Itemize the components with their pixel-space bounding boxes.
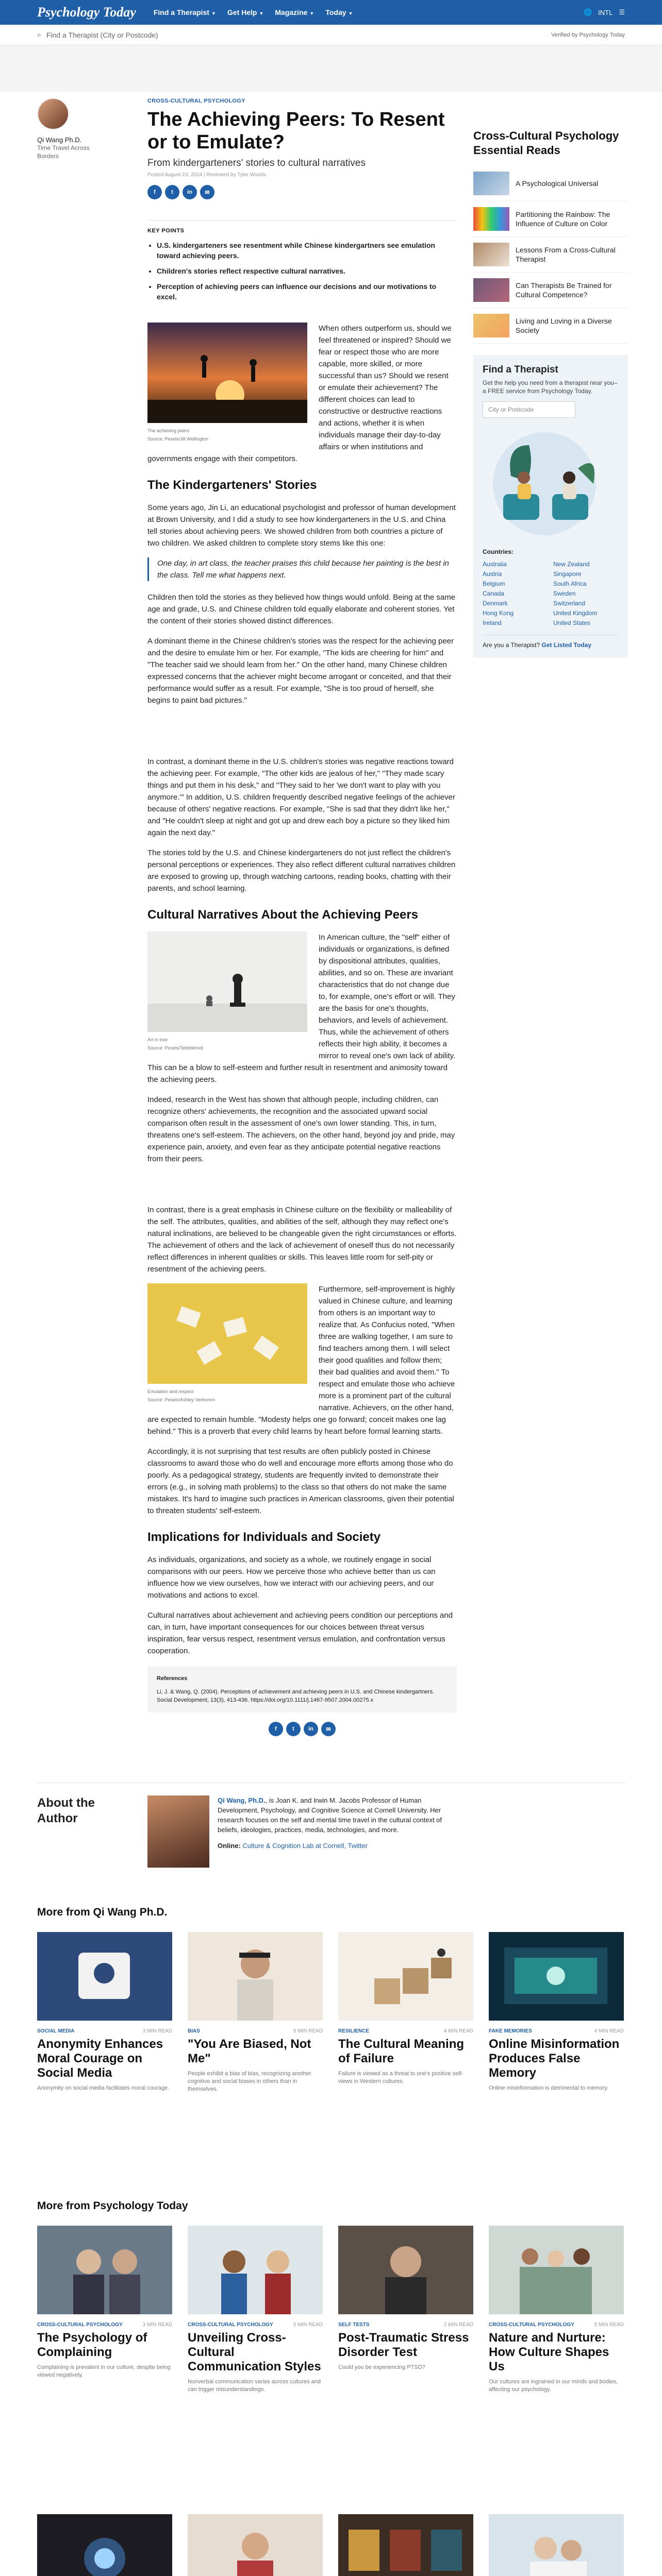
paragraph: Furthermore, self-improvement is highly valued in Chinese culture, and learning from others is an important way to realize that. As Confucius noted, "When three are walking together, I am sure to find teachers among them. I will select their good qualities and follow them; their bad qualities and avoid them." To respect and emulate those who achieve more is a prominent part of the cultural narrative. Achievers, on the other hand, are expected to remain humble. "Modesty helps one go forward; conceit makes one lag behind." This is a proverb that every child learns by heart before formal learning starts. <box>147 1285 455 1436</box>
get-listed-link[interactable]: Get Listed Today <box>541 641 591 649</box>
facebook-icon[interactable]: f <box>147 185 162 199</box>
paragraph: Cultural narratives about achievement and achieving peers condition our perceptions and can, in turn, have important consequences for our choices between threat versus inspiration, fear versus respect, resentment versus emulation, and confrontation versus cooperation. <box>147 1611 453 1655</box>
more-from-author-heading: More from Qi Wang Ph.D. <box>37 1906 168 1918</box>
paragraph: In contrast, a dominant theme in the U.S. children's stories was negative reactions toward the achieving peer. For example, "The other kids are jealous of her," "They made scary things and put them in his desk," and "They said to her 'we don't want to play with you anymore.'" In addition, U.S. children frequently described negative feelings of the achiever because of others' negative reactions. For example, "She is sad that they didn't like her," and "He couldn't sleep at night and got up and drew each boy a picture so they liked him again the next day." <box>147 757 455 837</box>
countries-list <box>483 561 619 626</box>
article-subtitle: From kindergarteners' stories to cultural narratives <box>147 158 366 168</box>
story-stem-quote: One day, in art class, the teacher praises this child because her painting is the best in the class. Tell me what happens next. <box>147 557 457 581</box>
card-image <box>188 1932 323 2021</box>
card-image <box>489 1932 624 2021</box>
figure-caption: Emulation and respect <box>147 1389 194 1394</box>
section-heading: Implications for Individuals and Society <box>147 1530 381 1544</box>
card-image <box>489 2226 624 2314</box>
country-link[interactable]: Ireland <box>483 619 502 626</box>
find-therapist-widget <box>473 355 628 658</box>
card-title: Unveiling Cross-Cultural Communication Styles <box>188 2331 321 2374</box>
finder-description: Get the help you need from a therapist near you–a FREE service from Psychology Today. <box>483 379 618 395</box>
country-link[interactable]: Singapore <box>553 570 582 578</box>
thumbnail <box>473 243 509 266</box>
article-card[interactable] <box>37 2514 172 2576</box>
page-title: The Achieving Peers: To Resent or to Emulate? <box>147 109 445 153</box>
site-logo[interactable]: Psychology Today <box>37 5 136 20</box>
card-title: The Psychology of Complaining <box>37 2331 147 2359</box>
figure-source: Source: Pexels/Ashley Verbonnn <box>147 1397 216 1402</box>
thumbnail <box>473 207 509 231</box>
countries-label: Countries: <box>483 548 514 555</box>
share-buttons <box>147 185 457 199</box>
essential-reads-heading: Cross-Cultural Psychology Essential Reads <box>473 129 619 157</box>
paragraph: As individuals, organizations, and society as a whole, we routinely engage in social comparisons with our peers. How we perceive those who achieve better than us can influence how we view ourselves, how we interact with our achieving peers, and our motivations and actions to excel. <box>147 1555 436 1600</box>
paragraph: Indeed, research in the West has shown that although people, including children, can recognize others' achievements, the recognition and the associated upward social comparison often result in the assessment of one's own lower standing. This, in turn, threatens one's self-esteem. The achievers, on the other hand, beyond joy and pride, may experience pain, anxiety, and even fear as they anticipate potential negative reactions from their peers. <box>147 1095 455 1163</box>
ad-banner <box>0 45 662 92</box>
card-image <box>188 2226 323 2314</box>
city-postcode-input[interactable]: City or Postcode <box>483 401 575 418</box>
essential-reads-list <box>473 166 628 344</box>
therapist-search-input[interactable]: ⌕ Find a Therapist (City or Postcode) <box>37 30 158 39</box>
article-card[interactable]: CROSS-CULTURAL PSYCHOLOGY 5 MIN READ Nature and Nurture: How Culture Shapes Us Our cultures are ingrained in our minds and bodies, affecting our psychology. <box>489 2226 624 2394</box>
globe-icon[interactable]: 🌐 <box>583 8 592 16</box>
card-image <box>188 2514 323 2576</box>
references-label: References <box>157 1675 188 1682</box>
figure-caption: The achieving peers <box>147 428 190 433</box>
card-title: Anonymity Enhances Moral Courage on Social Media <box>37 2037 163 2080</box>
figure-source: Source: Pexels/Jill Wellington <box>147 436 208 442</box>
key-points <box>147 220 457 302</box>
nav-find-therapist[interactable]: Find a Therapist ▼ <box>153 8 216 16</box>
avatar[interactable] <box>37 98 69 130</box>
section-heading: The Kindergarteners' Stories <box>147 478 317 492</box>
card-title: Online Misinformation Produces False Memory <box>489 2037 620 2080</box>
card-image <box>37 1932 172 2021</box>
about-heading: About the Author <box>37 1796 95 1825</box>
card-image <box>338 2514 473 2576</box>
country-link[interactable]: United States <box>553 619 591 626</box>
region-selector[interactable]: INTL <box>598 8 613 16</box>
author-online-links[interactable]: Culture & Cognition Lab at Cornell, Twitter <box>242 1842 368 1850</box>
paragraph: When others outperform us, should we feel threatened or inspired? Should we fear or respect those who are more capable, more skilled, or more successful than us? Should we resent or emulate their achievement? The different choices can lead to constructive or destructive reactions and actions, whether it is when individuals manage their day-to-day affairs or when institutions and governments engage with their competitors. <box>147 324 452 463</box>
article-card[interactable]: FAKE MEMORIES 4 MIN READ Online Misinformation Produces False Memory Online misinformation is detrimental to memory. <box>489 1932 624 2093</box>
chevron-down-icon: ▼ <box>211 11 216 16</box>
card-image <box>338 2226 473 2314</box>
paragraph: Some years ago, Jin Li, an educational psychologist and professor of human development at Brown University, and I did a study to see how kindergarteners in the U.S. and China tell stories about achieving peers. We showed children from both countries a picture of two children. We asked children to complete story stems like this one: <box>147 503 456 548</box>
thumbnail <box>473 278 509 302</box>
author-name[interactable]: Qi Wang Ph.D. <box>37 136 82 144</box>
facebook-icon[interactable]: f <box>269 1722 283 1736</box>
reference-item[interactable]: Li, J. & Wang, Q. (2004). Perceptions of achievement and achieving peers in U.S. and Chinese kindergartners. Social Development, 13(3), 413-436. https://doi.org/10.1111/j.1467-9507.2004.00275.x <box>157 1689 435 1703</box>
card-image <box>37 2226 172 2314</box>
card-description: Complaining is prevalent in our culture, despite being viewed negatively. <box>37 2364 171 2378</box>
therapist-search-bar <box>0 25 662 45</box>
puzzle-pieces-image <box>147 1283 307 1384</box>
country-link[interactable]: Denmark <box>483 600 508 607</box>
more-from-pt-heading: More from Psychology Today <box>37 2200 188 2212</box>
essential-read-item[interactable]: Living and Loving in a Diverse Society <box>473 308 628 344</box>
email-icon[interactable]: ✉ <box>321 1722 336 1736</box>
paragraph: A dominant theme in the Chinese children's stories was the respect for the achieving peer and the desire to emulate him or her. For example, "The kids are cheering for him" and "The teacher said we should learn from her." On the other hand, many Chinese children expressed concerns that the achiever might become arrogant or conceited, and that their performance would suffer as a result. For example, "She is too proud of herself, she begins to paint bad pictures." <box>147 637 454 705</box>
more-from-pt-cards-row1 <box>37 2226 625 2394</box>
card-description: Could you be experiencing PTSD? <box>338 2364 425 2370</box>
chevron-down-icon: ▼ <box>309 11 315 16</box>
figure-caption: Art in tree <box>147 1037 168 1042</box>
essential-read-item[interactable]: Can Therapists Be Trained for Cultural Competence? <box>473 273 628 308</box>
nav-get-help[interactable]: Get Help ▼ <box>227 8 264 16</box>
article-card[interactable]: BIAS 5 MIN READ "You Are Biased, Not Me" People exhibit a bias of bias, recognizing another cognitive and social biases in others than in themselves. <box>188 1932 323 2093</box>
card-title: Nature and Nurture: How Culture Shapes Us <box>489 2331 609 2374</box>
paragraph: In contrast, there is a great emphasis in Chinese culture on the flexibility or malleability of the self. The attributes, qualities, and abilities of the self, although they may reflect one's natural inclinations, are believed to be changeable given the right circumstances or efforts. The achievement of others and the lack of achievement of oneself thus do not necessarily reflect differences in inherent qualities or skills. This leaves little room for self-pity or resentment of the achieving peers. <box>147 1206 457 1274</box>
therapist-cta: Are you a Therapist? Get Listed Today <box>483 635 619 649</box>
essential-read-item[interactable]: Partitioning the Rainbow: The Influence of Culture on Color <box>473 201 628 237</box>
article <box>147 92 457 1736</box>
paragraph: The stories told by the U.S. and Chinese kindergarteners do not just reflect the children's personal perceptions or experiences. They also reflect different cultural narratives children are exposed to growing up, through watching cartoons, reading books, chatting with their parents, and school learning. <box>147 849 456 893</box>
article-body <box>147 323 457 1736</box>
card-description: Nonverbal communication varies across cultures and can trigger misunderstandings. <box>188 2379 321 2393</box>
section-heading: Cultural Narratives About the Achieving Peers <box>147 908 419 922</box>
chevron-down-icon: ▼ <box>259 11 264 16</box>
country-link[interactable]: Australia <box>483 561 507 568</box>
card-title: The Cultural Meaning of Failure <box>338 2037 465 2065</box>
paragraph: Children then told the stories as they believed how things would unfold. Being at the same age and grade, U.S. and Chinese children told equally elaborate and coherent stories. Yet the content of their stories showed distinct differences. <box>147 593 456 625</box>
card-description: Failure is viewed as a threat to one's positive self-views in Western cultures. <box>338 2071 464 2084</box>
figure-art-in-tree <box>147 931 307 1051</box>
card-description: Anonymity on social media facilitates moral courage. <box>37 2085 170 2091</box>
country-link[interactable]: Switzerland <box>553 600 586 607</box>
article-meta: Posted August 23, 2024 | Reviewed by Tyler Woods <box>147 172 266 178</box>
linkedin-icon[interactable]: in <box>304 1722 318 1736</box>
thumbnail <box>473 314 509 337</box>
sunset-jump-image <box>147 323 307 423</box>
nav-magazine[interactable]: Magazine ▼ <box>275 8 315 16</box>
article-card[interactable] <box>489 2514 624 2576</box>
author-column-name[interactable]: Time Travel Across Borders <box>37 144 90 160</box>
chess-pieces-image <box>147 931 307 1032</box>
country-link[interactable]: Hong Kong <box>483 609 514 617</box>
main-nav <box>154 8 353 16</box>
paragraph: In American culture, the "self" either of individuals or organizations, is defined by dispositional attributes, qualities, abilities, and so on. These are invariant characteristics that do not change due to, for example, one's effort or will. They are the basis for one's thoughts, behaviors, and levels of achievement. Thus, while the achievement of others reflects their high ability, it becomes a mirror to reveal one's own lack of ability. This can be a blow to self-esteem and further result in resentment and animosity toward the achieving peers. <box>147 933 456 1084</box>
article-card[interactable]: SOCIAL MEDIA 3 MIN READ Anonymity Enhances Moral Courage on Social Media Anonymity on social media facilitates moral courage. <box>37 1932 172 2093</box>
thumbnail <box>473 172 509 195</box>
author-bio: Qi Wang, Ph.D., is Joan K. and Irwin M. Jacobs Professor of Human Development, Psychology, and Cognitive Science at Cornell University. Her research focuses on the self and mental time travel in the cultural context of beliefs, ideologies, practices, media, technologies, and more. Online: Culture & Cognition Lab at Cornell, Twitter <box>218 1797 442 1850</box>
essential-read-item[interactable]: Lessons From a Cross-Cultural Therapist <box>473 237 628 273</box>
figure-source: Source: Pexels/Tebibikhodi <box>147 1045 204 1050</box>
essential-read-item[interactable]: A Psychological Universal <box>473 166 628 201</box>
card-description: Online misinformation is detrimental to memory. <box>489 2085 609 2091</box>
author-name-link[interactable]: Qi Wang, Ph.D. <box>218 1797 266 1804</box>
key-point: • Children's stories reflect respective cultural narratives. <box>157 266 457 276</box>
sidebar <box>473 129 628 658</box>
nav-today[interactable]: Today ▼ <box>325 8 353 16</box>
share-buttons-bottom <box>147 1722 457 1736</box>
country-link[interactable]: Sweden <box>553 590 576 597</box>
key-point: • U.S. kindergarteners see resentment while Chinese kindergartners see emulation toward achieving peers. <box>157 240 457 261</box>
card-title: Post-Traumatic Stress Disorder Test <box>338 2331 469 2359</box>
verified-label: Verified by Psychology Today <box>551 31 625 38</box>
figure-emulation <box>147 1283 307 1403</box>
key-points-label: KEY POINTS <box>147 228 185 234</box>
top-navigation-bar <box>0 0 662 25</box>
country-link[interactable]: Belgium <box>483 580 505 587</box>
card-description: Our cultures are ingrained in our minds and bodies, affecting our psychology. <box>489 2379 618 2393</box>
country-link[interactable]: New Zealand <box>553 561 590 568</box>
card-image <box>489 2514 624 2576</box>
finder-heading: Find a Therapist <box>483 364 558 375</box>
country-link[interactable]: Canada <box>483 590 505 597</box>
card-title: "You Are Biased, Not Me" <box>188 2037 311 2065</box>
ad-slot <box>147 1173 457 1204</box>
email-icon[interactable]: ✉ <box>200 185 214 199</box>
article-card[interactable]: RESILIENCE 4 MIN READ The Cultural Meaning of Failure Failure is viewed as a threat to one's positive self-views in Western cultures. <box>338 1932 473 2093</box>
country-link[interactable]: United Kingdom <box>553 609 598 617</box>
search-icon: ⌕ <box>37 30 41 39</box>
card-description: People exhibit a bias of bias, recognizing another cognitive and social biases in others than in themselves. <box>188 2071 311 2092</box>
ad-slot <box>147 715 457 756</box>
more-from-pt-cards-row2 <box>37 2514 625 2576</box>
card-image <box>338 1932 473 2021</box>
header-actions <box>584 8 625 16</box>
card-image <box>37 2514 172 2576</box>
linkedin-icon[interactable]: in <box>183 185 197 199</box>
author-photo <box>147 1795 209 1868</box>
article-category[interactable]: CROSS-CULTURAL PSYCHOLOGY <box>147 98 245 104</box>
twitter-icon[interactable]: t <box>286 1722 301 1736</box>
key-point: • Perception of achieving peers can influence our decisions and our motivations to excel. <box>157 281 457 302</box>
more-from-author-cards <box>37 1932 625 2093</box>
country-link[interactable]: South Africa <box>553 580 587 587</box>
about-author-section <box>37 1783 625 1896</box>
country-link[interactable]: Austria <box>483 570 502 578</box>
twitter-icon[interactable]: t <box>165 185 179 199</box>
chevron-down-icon: ▼ <box>348 11 353 16</box>
menu-icon[interactable]: ☰ <box>619 8 625 16</box>
figure-achieving-peers <box>147 323 307 442</box>
author-byline <box>37 98 94 160</box>
article-card[interactable] <box>338 2514 473 2576</box>
article-card[interactable]: CROSS-CULTURAL PSYCHOLOGY 3 MIN READ The Psychology of Complaining Complaining is prevalent in our culture, despite being viewed negatively. <box>37 2226 172 2394</box>
paragraph: Accordingly, it is not surprising that test results are often publicly posted in Chinese classrooms to award those who do well and encourage more efforts among those who do poorly. As a pedagogical strategy, students are frequently invited to demonstrate their errors (e.g., in solving math problems) to the class so that others do not make the same mistakes. It's hard to imagine such practices in American classrooms, given their potential to threaten students' self-esteem. <box>147 1447 454 1515</box>
references-box <box>147 1666 457 1713</box>
article-card[interactable]: CROSS-CULTURAL PSYCHOLOGY 5 MIN READ Unveiling Cross-Cultural Communication Styles Nonverbal communication varies across cultures and can trigger misunderstandings. <box>188 2226 323 2394</box>
article-card[interactable]: SELF TESTS 2 MIN READ Post-Traumatic Stress Disorder Test Could you be experiencing PTSD? <box>338 2226 473 2394</box>
article-card[interactable] <box>188 2514 323 2576</box>
therapy-illustration <box>483 427 606 540</box>
